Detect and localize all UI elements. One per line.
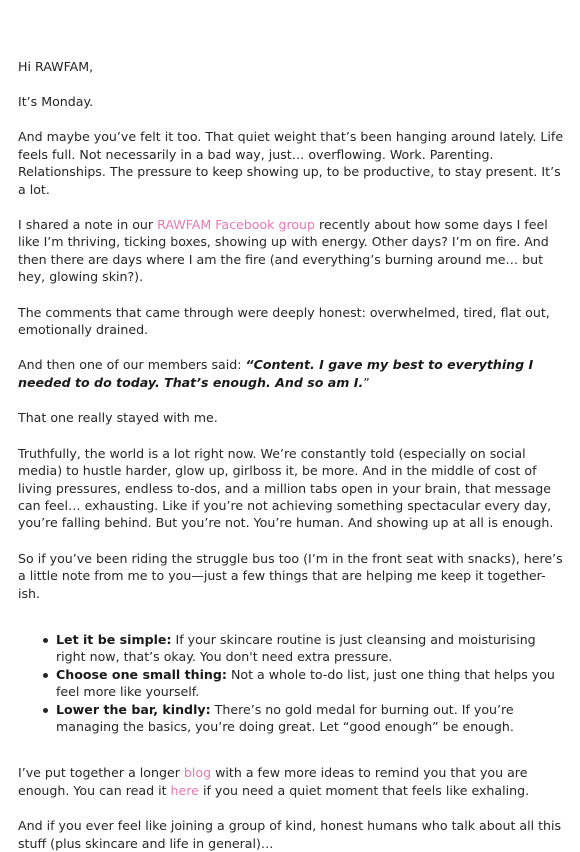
here-link[interactable]: here: [170, 782, 199, 798]
tip-title: Lower the bar, kindly:: [56, 701, 211, 717]
intro-line: It’s Monday.: [18, 94, 94, 109]
tip-text: If your skincare routine is just cleansing and moisturising right now, that’s okay. You don't need extra pressure.: [56, 631, 536, 665]
paragraph-member-quote: [18, 356, 566, 391]
text-segment: if you need a quiet moment that feels like exhaling.: [198, 782, 530, 798]
text-segment: recently about how some days I feel like I’m thriving, ticking boxes, showing up with energy. Other days? I’m on fire. And then there are days where I am the fire (and everything’s burning around me… but hey, glowing skin?).: [18, 217, 549, 285]
text-segment: I’ve put together a longer: [18, 765, 184, 781]
closing-quote-mark: ”: [363, 374, 370, 390]
greeting: Hi RAWFAM,: [18, 59, 94, 74]
email-body: [18, 58, 566, 852]
paragraph-comments: The comments that came through were deeply honest: overwhelmed, tired, flat out, emotionally drained.: [18, 304, 550, 338]
paragraph-world: Truthfully, the world is a lot right now. We’re constantly told (especially on social media) to hustle harder, glow up, girlboss it, be more. And in the middle of cost of living pressures, endless to-dos, and a million tabs open in your brain, that message can feel… exhausting. Like if you’re not achieving something spectacular every day, you’re falling behind. But you’re not. You’re human. And showing up at all is enough.: [18, 445, 554, 531]
tip-title: Choose one small thing:: [56, 666, 227, 682]
bullet-icon: [43, 708, 48, 713]
member-quote: “Content. I gave my best to everything I needed to do today. That’s enough. And so am I.: [18, 357, 534, 390]
list-item: [56, 666, 566, 701]
tips-list: [18, 631, 566, 735]
paragraph-join-group: And if you ever feel like joining a group of kind, honest humans who talk about all this stuff (plus skincare and life in general)…: [18, 818, 562, 851]
bullet-icon: [43, 673, 48, 678]
paragraph-facebook-note: [18, 216, 566, 286]
text-segment: And then one of our members said:: [18, 357, 246, 373]
tip-title: Let it be simple:: [56, 631, 172, 647]
facebook-group-link[interactable]: RAWFAM Facebook group: [157, 217, 316, 233]
blog-link[interactable]: blog: [183, 765, 212, 781]
bullet-icon: [43, 638, 48, 643]
list-item: [56, 701, 566, 736]
tip-text: There’s no gold medal for burning out. If you’re managing the basics, you’re doing great. Let “good enough” be enough.: [56, 701, 514, 734]
text-segment: I shared a note in our: [18, 217, 158, 233]
text-segment: with a few more ideas to remind you that you are enough. You can read it: [18, 765, 528, 798]
paragraph-struggle-bus: So if you’ve been riding the struggle bus too (I’m in the front seat with snacks), here’s a little note from me to you—just a few things that are helping me keep it together-ish.: [18, 550, 563, 601]
paragraph-stayed: That one really stayed with me.: [18, 410, 218, 426]
list-item: [56, 631, 566, 666]
paragraph-blog: [18, 764, 566, 799]
paragraph-weight: And maybe you’ve felt it too. That quiet weight that’s been hanging around lately. Life feels full. Not necessarily in a bad way, just… overflowing. Work. Parenting. Relationships. The pressure to keep showing up, to be productive, to stay present. It’s a lot.: [18, 129, 564, 197]
tip-text: Not a whole to-do list, just one thing that helps you feel more like yourself.: [56, 666, 555, 700]
